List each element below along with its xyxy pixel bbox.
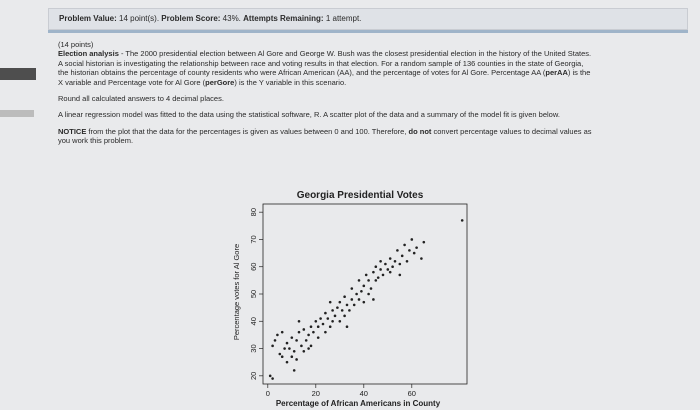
scatter-point xyxy=(343,295,346,298)
scatter-point xyxy=(382,274,385,277)
scatter-point xyxy=(281,355,284,358)
y-tick-label: 70 xyxy=(249,235,258,244)
var-peraa: perAA xyxy=(545,68,568,78)
scatter-point xyxy=(415,246,418,249)
problem-value-label: Problem Value: xyxy=(59,14,117,23)
scatter-point xyxy=(324,331,327,334)
scatter-point xyxy=(271,377,274,380)
scatter-point xyxy=(298,331,301,334)
scatter-point xyxy=(370,287,373,290)
problem-points: (14 points) xyxy=(58,40,94,49)
scatter-point xyxy=(411,238,414,241)
problem-title: Election analysis xyxy=(58,49,119,59)
scatter-point xyxy=(317,336,320,339)
var-pergore: perGore xyxy=(205,77,235,87)
scatter-point xyxy=(341,309,344,312)
problem-line-2: A social historian is investigating the relationship between race and voting results in that election. For a random sample of 136 counties in the state of Georgia, xyxy=(58,58,584,68)
scatter-point xyxy=(363,285,366,288)
scatter-point xyxy=(303,350,306,353)
scatter-point xyxy=(389,271,392,274)
scatter-point xyxy=(339,301,342,304)
notice-text-a: from the plot that the data for the percentages is given as values between 0 and 100. Therefore, xyxy=(86,126,409,136)
scatter-point xyxy=(358,279,361,282)
scatter-point xyxy=(324,312,327,315)
x-axis-label: Percentage of African Americans in County xyxy=(275,399,441,408)
problem-intro: - The 2000 presidential election between Al Gore and George W. Bush was the closest presidential election in the history of the United States. xyxy=(118,49,592,59)
scatter-point xyxy=(379,260,382,263)
scatter-point xyxy=(461,219,464,222)
x-tick-label: 20 xyxy=(311,389,320,398)
y-tick-label: 60 xyxy=(249,262,258,271)
scatter-point xyxy=(375,279,378,282)
scatter-point xyxy=(271,345,274,348)
y-tick-label: 80 xyxy=(249,208,258,217)
line3-text: the historian obtains the percentage of county residents who were African American (AA), and the percentage of votes for Al Gore. Percentage AA ( xyxy=(58,68,546,78)
scatter-point xyxy=(401,255,404,258)
notice-label: NOTICE xyxy=(58,126,87,136)
scatter-point xyxy=(387,268,390,271)
scatter-point xyxy=(322,323,325,326)
line3-end: ) is the xyxy=(567,68,591,78)
scatter-point xyxy=(298,320,301,323)
scatter-point xyxy=(365,274,368,277)
problem-score: 43%. xyxy=(222,14,241,23)
rounding-instruction: Round all calculated answers to 4 decimal places. xyxy=(58,94,224,104)
x-tick-label: 40 xyxy=(359,389,368,398)
line4-text: X variable and Percentage vote for Al Gore ( xyxy=(58,77,206,87)
scatter-point xyxy=(274,339,277,342)
scatter-point xyxy=(391,265,394,268)
scatter-point xyxy=(408,249,411,252)
scatter-point xyxy=(305,339,308,342)
scatter-point xyxy=(406,260,409,263)
scatter-point xyxy=(279,353,282,356)
y-tick-label: 20 xyxy=(249,371,258,380)
scatter-point xyxy=(346,304,349,307)
model-description: A linear regression model was fitted to the data using the statistical software, R. A scatter plot of the data and a summary of the model fit is given below. xyxy=(58,110,560,120)
scatter-point xyxy=(329,325,332,328)
scatter-point xyxy=(367,293,370,296)
scatter-point xyxy=(367,279,370,282)
attempts-label: Attempts Remaining: xyxy=(243,14,324,23)
scatter-point xyxy=(334,315,337,318)
scatter-points xyxy=(269,219,464,380)
scatter-point xyxy=(288,347,291,350)
scatter-point xyxy=(307,347,310,350)
scatter-point xyxy=(307,334,310,337)
scatter-point xyxy=(286,342,289,345)
scatter-point xyxy=(403,244,406,247)
y-tick-label: 30 xyxy=(249,344,258,353)
scatter-point xyxy=(348,309,351,312)
scatter-point xyxy=(336,306,339,309)
scatter-point xyxy=(339,320,342,323)
scatter-point xyxy=(375,265,378,268)
scatter-point xyxy=(295,358,298,361)
scatter-point xyxy=(351,287,354,290)
notice-text-b: convert percentage values to decimal values as xyxy=(431,126,592,136)
scatter-point xyxy=(310,325,313,328)
scatter-point xyxy=(310,345,313,348)
scatter-point xyxy=(343,315,346,318)
scatter-point xyxy=(360,290,363,293)
scatter-point xyxy=(291,355,294,358)
scatter-point xyxy=(295,339,298,342)
notice-do-not: do not xyxy=(408,126,432,136)
scatter-point xyxy=(300,345,303,348)
scatter-point xyxy=(423,241,426,244)
x-tick-label: 60 xyxy=(407,389,416,398)
plot-frame xyxy=(263,204,467,384)
scatter-point xyxy=(291,336,294,339)
scatter-point xyxy=(331,320,334,323)
scatter-point xyxy=(358,298,361,301)
scatter-point xyxy=(283,347,286,350)
scatter-point xyxy=(281,331,284,334)
y-tick-label: 40 xyxy=(249,317,258,326)
scatter-point xyxy=(355,293,358,296)
scatter-point xyxy=(420,257,423,260)
scatter-point xyxy=(312,331,315,334)
scatter-point xyxy=(372,271,375,274)
scatter-point xyxy=(346,325,349,328)
scatter-point xyxy=(372,298,375,301)
chart-title: Georgia Presidential Votes xyxy=(296,190,424,201)
scatter-point xyxy=(384,263,387,266)
scatter-point xyxy=(319,317,322,320)
problem-value: 14 point(s). xyxy=(119,14,160,23)
scatter-point xyxy=(379,268,382,271)
attempts-remaining: 1 attempt. xyxy=(325,14,362,23)
y-tick-label: 50 xyxy=(249,289,258,299)
y-axis xyxy=(249,208,263,380)
x-tick-label: 0 xyxy=(265,389,270,398)
scatter-point xyxy=(286,361,289,364)
scatter-point xyxy=(293,369,296,372)
scatter-point xyxy=(363,301,366,304)
scatter-point xyxy=(276,334,279,337)
scatter-point xyxy=(399,274,402,277)
scatter-point xyxy=(389,257,392,260)
problem-score-label: Problem Score: xyxy=(161,14,221,23)
scatter-point xyxy=(353,304,356,307)
scatter-point xyxy=(399,263,402,266)
scatter-point xyxy=(331,309,334,312)
scatter-point xyxy=(317,325,320,328)
scatter-point xyxy=(394,260,397,263)
y-axis-label: Percentage votes for Al Gore xyxy=(232,243,241,341)
scatter-point xyxy=(377,276,380,279)
x-axis xyxy=(266,384,416,398)
line4-end: ) is the Y variable in this scenario. xyxy=(234,77,347,87)
scatter-point xyxy=(315,320,318,323)
scatter-point xyxy=(269,375,272,378)
scatter-point xyxy=(329,301,332,304)
scatter-point xyxy=(303,328,306,331)
scatter-point xyxy=(396,249,399,252)
notice-line-2: you work this problem. xyxy=(58,136,134,146)
scatter-point xyxy=(413,252,416,255)
scatter-point xyxy=(327,317,330,320)
scatter-point xyxy=(351,298,354,301)
scatter-point xyxy=(293,350,296,353)
